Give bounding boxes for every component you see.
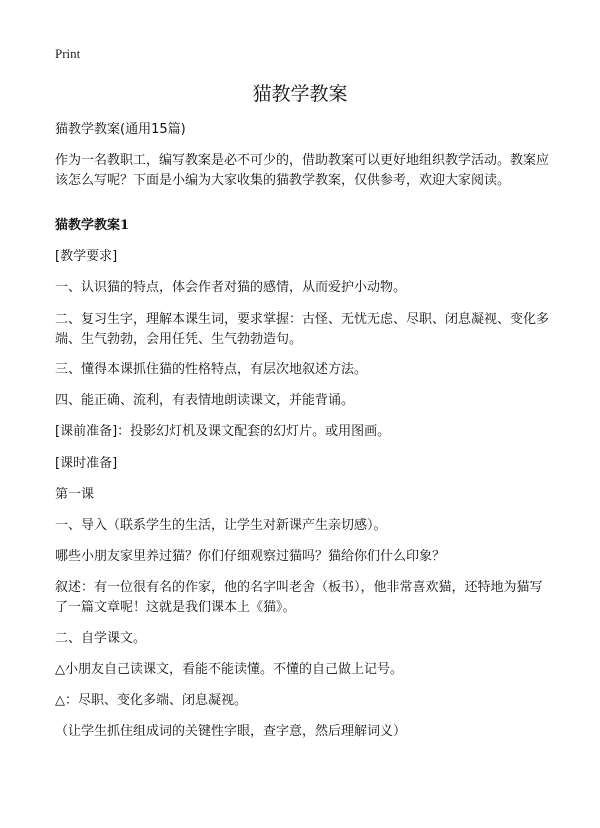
lesson-one-label: 第一课 [55, 487, 95, 502]
reading-step: △小朋友自己读课文，看能不能读懂。不懂的自己做上记号。 [55, 662, 403, 677]
section-heading: 猫教学教案1 [55, 218, 130, 233]
vocabulary-step: △：尽职、变化多端、闭息凝视。 [55, 693, 247, 708]
time-preparation-label: [课时准备] [55, 456, 118, 471]
document-subtitle: 猫教学教案(通用15篇) [55, 122, 186, 137]
lesson-preparation: [课前准备]：投影幻灯机及课文配套的幻灯片。或用图画。 [55, 424, 391, 439]
page-title: 猫教学教案 [252, 83, 348, 105]
self-study-step: 二、自学课文。 [55, 631, 147, 646]
narration-paragraph: 叙述：有一位很有名的作家，他的名字叫老舍（板书），他非常喜欢猫，还特地为猫写了一篇文章呢！这就是我们课本上《猫》。 [55, 580, 543, 615]
requirement-2: 二、复习生字，理解本课生词，要求掌握：古怪、无忧无虑、尽职、闭息凝视、变化多端、生气勃勃，会用任凭、生气勃勃造句。 [55, 312, 550, 347]
intro-step: 一、导入（联系学生的生活，让学生对新课产生亲切感）。 [55, 518, 387, 533]
requirement-4: 四、能正确、流利，有表情地朗读课文，并能背诵。 [55, 393, 355, 408]
requirement-1: 一、认识猫的特点，体会作者对猫的感情，从而爱护小动物。 [55, 280, 407, 295]
guidance-note: （让学生抓住组成词的关键性字眼，查字意，然后理解词义） [55, 724, 407, 739]
requirement-3: 三、懂得本课抓住猫的性格特点，有层次地叙述方法。 [55, 362, 368, 377]
intro-paragraph: 作为一名教职工，编写教案是必不可少的，借助教案可以更好地组织教学活动。教案应该怎么写呢？下面是小编为大家收集的猫教学教案，仅供参考，欢迎大家阅读。 [55, 153, 550, 188]
question-line: 哪些小朋友家里养过猫？你们仔细观察过猫吗？猫给你们什么印象？ [55, 549, 446, 564]
print-link[interactable]: Print [55, 46, 81, 61]
requirements-label: [教学要求] [55, 249, 118, 264]
